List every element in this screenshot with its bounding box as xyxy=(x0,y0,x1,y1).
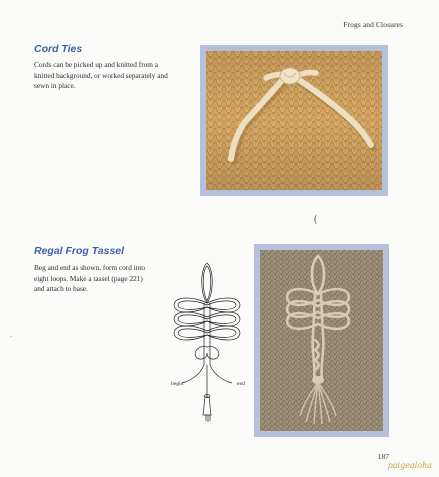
stray-mark: ( xyxy=(314,214,318,225)
text-line: and attach to base. xyxy=(34,284,88,294)
regal-frog-loop-diagram xyxy=(160,255,255,435)
regal-frog-photo xyxy=(260,250,383,431)
section-title-regal-frog-tassel: Regal Frog Tassel xyxy=(34,245,125,257)
regal-frog-knit-swatch xyxy=(260,250,383,431)
cord-ties-photo xyxy=(206,51,382,190)
watermark-signature: paigealoha xyxy=(387,461,432,470)
diagram-label-end: end xyxy=(237,381,245,387)
running-head: Frogs and Closures xyxy=(343,20,403,29)
text-line: Beg and end as shown, form cord into xyxy=(34,263,146,272)
cord-ties-photo-frame xyxy=(200,45,388,196)
cord-tie-knit-swatch xyxy=(206,51,382,190)
cord-ties-description xyxy=(34,60,194,92)
diagram-label-begin: begin xyxy=(171,381,184,387)
margin-mark: · xyxy=(10,333,13,341)
text-line: Cords can be picked up and knitted from a xyxy=(34,60,159,69)
text-line: knitted background, or worked separately and xyxy=(34,70,168,80)
page-number: 187 xyxy=(377,452,389,461)
regal-frog-photo-frame xyxy=(254,244,389,437)
text-line: eight loops. Make a tassel (page 221) xyxy=(34,273,143,283)
text-line: sewn in place. xyxy=(34,81,76,91)
section-title-cord-ties: Cord Ties xyxy=(34,43,83,55)
